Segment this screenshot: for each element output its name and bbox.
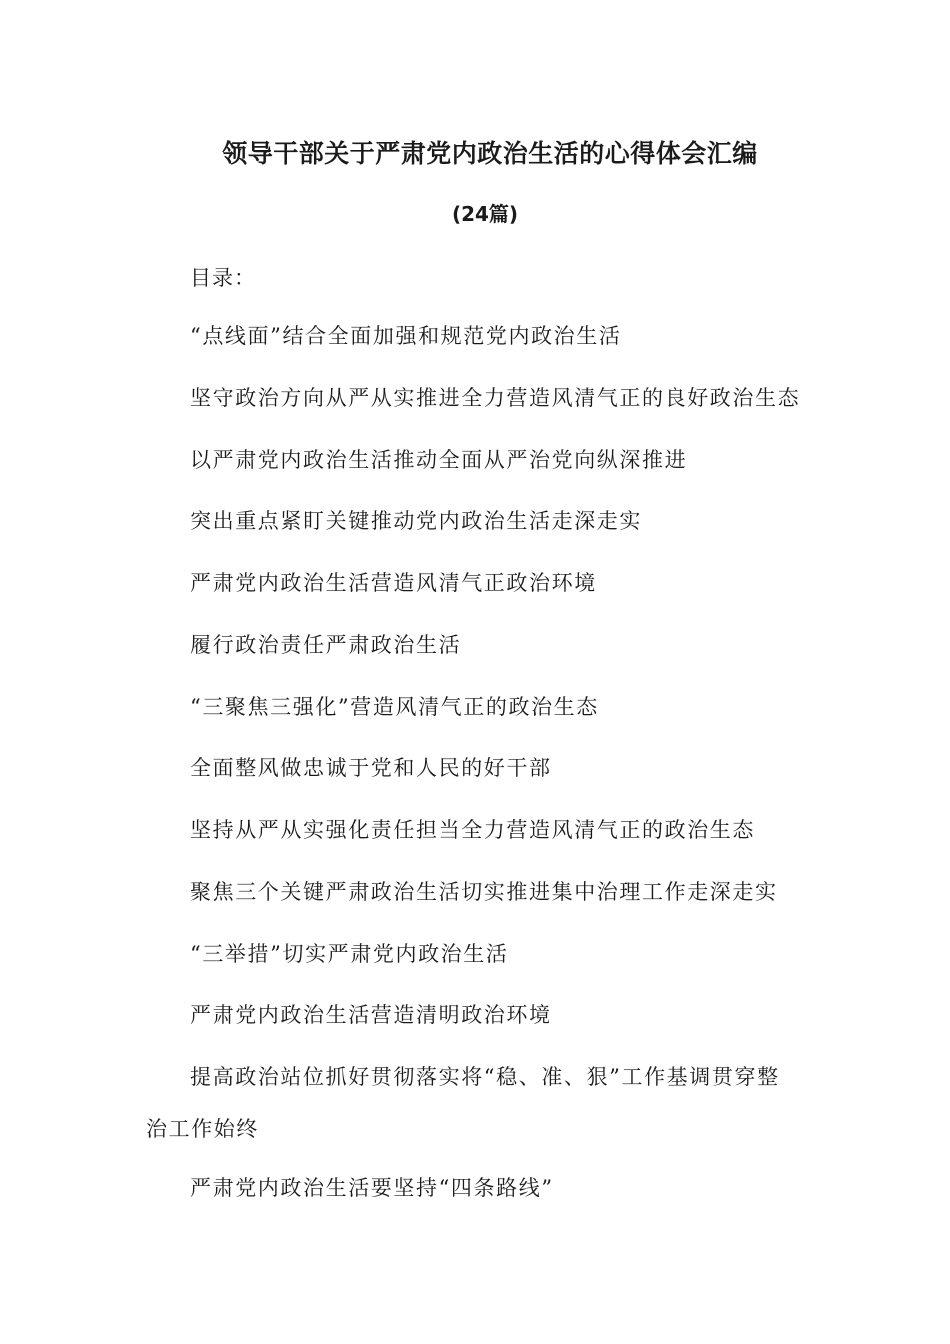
toc-item: “点线面”结合全面加强和规范党内政治生活 — [190, 324, 622, 348]
toc-item: 严肃党内政治生活营造清明政治环境 — [190, 1003, 552, 1027]
toc-item: 突出重点紧盯关键推动党内政治生活走深走实 — [190, 509, 642, 533]
toc-item: “三举措”切实严肃党内政治生活 — [190, 942, 509, 966]
toc-item: 严肃党内政治生活营造风清气正政治环境 — [190, 571, 597, 595]
toc-item: 严肃党内政治生活要坚持“四条路线” — [190, 1176, 554, 1200]
toc-item: 聚焦三个关键严肃政治生活切实推进集中治理工作走深走实 — [190, 880, 778, 904]
document-title: 领导干部关于严肃党内政治生活的心得体会汇编 — [222, 139, 758, 168]
toc-item: 履行政治责任严肃政治生活 — [190, 633, 462, 657]
toc-item: 全面整风做忠诚于党和人民的好干部 — [190, 756, 552, 780]
toc-item: 坚持从严从实强化责任担当全力营造风清气正的政治生态 — [190, 818, 755, 842]
document-subtitle: (24篇) — [451, 202, 519, 226]
toc-item: 提高政治站位抓好贯彻落实将“稳、准、狠”工作基调贯穿整 — [190, 1065, 780, 1089]
toc-label: 目录： — [190, 266, 256, 290]
toc-item: “三聚焦三强化”营造风清气正的政治生态 — [190, 695, 599, 719]
toc-item: 以严肃党内政治生活推动全面从严治党向纵深推进 — [190, 448, 688, 472]
toc-item: 坚守政治方向从严从实推进全力营造风清气正的良好政治生态 — [190, 386, 801, 410]
toc-item-continuation: 治工作始终 — [146, 1117, 259, 1141]
